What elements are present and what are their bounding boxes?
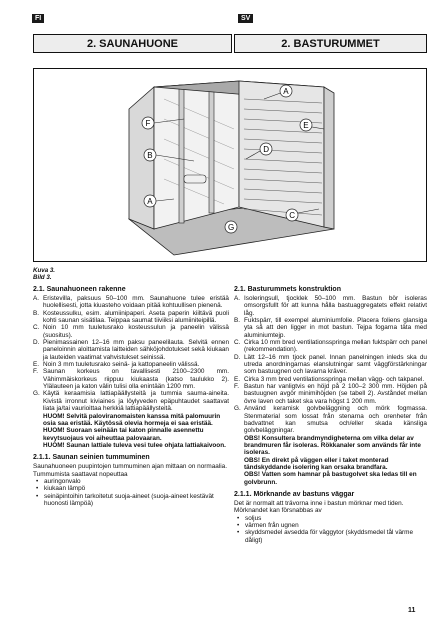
lang-tag-fi: FI	[32, 14, 44, 23]
caption-fi: Kuva 3.	[33, 267, 56, 274]
section-title-sv: 2. BASTURUMMET	[234, 34, 427, 53]
lang-tag-sv: SV	[238, 14, 253, 23]
sauna-drawing	[34, 69, 426, 261]
sauna-construction-figure	[33, 68, 427, 262]
paragraph-fi-darkening: Saunahuoneen puupintojen tummuminen ajan mittaan on normaalia. Tummumista saattavat nopeuttaa	[33, 463, 227, 478]
label-a-top: A	[283, 87, 289, 96]
label-d: D	[263, 145, 269, 154]
label-g: G	[228, 223, 235, 232]
caption-sv: Bild 3.	[33, 274, 52, 281]
warning-fi-2: HUOM! Suoraan seinään tai katon pinnalle asennettu kevytsuojaus voi aiheuttaa palovaaran.	[43, 427, 204, 442]
list-item: F. Bastun har vanligtvis en höjd på 2 100–2 300 mm. Höjden på bastuugnen avgör minimihöjden (se tabell 2). Avståndet mellan övre laven och taket ska vara högst 1 200 mm.	[234, 383, 427, 405]
heading-sv-2-1: 2.1. Basturummets konstruktion	[234, 286, 341, 293]
warning-fi-1: HUOM! Selvitä paloviranomaisten kanssa mitä palomuurin osia saa eristää. Käytössä olevia hormeja ei saa eristää.	[43, 412, 221, 427]
bullet-item: • kiukaan lämpö	[36, 485, 86, 493]
foil-roll	[184, 175, 206, 183]
list-item: G. Käytä keraamisia lattiapäällysteitä ja tummia sauma-aineita. Kivistä irronnut kiviaines ja löylyveden epäpuhtaudet saattavat liata ja/tai vaurioittaa herkkiä lattiapäällysteitä.	[33, 390, 229, 413]
list-item: F. Saunan korkeus on tavallisesti 2100–2300 mm. Vähimmäiskorkeus riippuu kiukaasta (katso taulukko 2). Ylälauteen ja katon välin tulisi olla enintään 1200 mm.	[33, 368, 229, 391]
label-c: C	[289, 211, 295, 220]
panel-wall	[239, 81, 324, 227]
label-e: E	[303, 121, 309, 130]
bullet-item: • auringonvalo	[36, 477, 81, 485]
bullet-item: • värmen från ugnen	[237, 521, 299, 529]
list-item: E. Cirka 3 mm bred ventilationsspringa mellan vägg- och takpanel.	[234, 375, 425, 383]
list-item: D. Pienimassainen 12–16 mm paksu paneelilauta. Selvitä ennen paneloinnin aloittamista laitteiden sähköjohdotukset sekä kiukaan ja lauteiden vaatimat vahvistukset seinissä.	[33, 339, 229, 361]
list-item: C. Noin 10 mm tuuletusrako kosteussulun ja paneelin välissä (suositus).	[33, 324, 229, 339]
bullet-item: • seinäpintoihin tarkoitetut suoja-aineet (suoja-aineet kestävät huonosti lämpöä)	[36, 492, 214, 507]
column-finnish	[33, 286, 229, 507]
label-b: B	[147, 151, 153, 160]
list-item: B. Kosteussulku, esim. alumiinipaperi. Aseta paperin kiiltävä puoli kohti saunan sisätilaa. Teippaa saumat tiiviiksi alumiiniteipillä.	[33, 309, 229, 325]
back-wall	[154, 81, 239, 229]
warning-sv-2: OBS! En direkt på väggen eller i taket monterad tändskyddande isolering kan orsaka brandfara.	[244, 456, 389, 471]
heading-fi-2-1-1: 2.1.1. Saunan seinien tummuminen	[33, 454, 150, 462]
warning-sv-1: OBS! Konsultera brandmyndigheterna om vilka delar av brandmuren får isoleras. Rökkanaler som används får inte isoleras.	[244, 434, 421, 457]
list-item: A. Eristevilla, paksuus 50–100 mm. Saunahuone tulee eristää huolellisesti, jotta kiuasteho voidaan pitää kohtuullisen pienenä.	[33, 295, 229, 310]
column-swedish	[234, 286, 427, 544]
list-item: B. Fuktspärr, till exempel aluminiumfolie. Placera foliens glansiga yta så att den ligger in mot bastun. Tejpa fogarna täta med aluminiumtejp.	[234, 317, 427, 339]
bullet-item: • skyddsmedel avsedda för väggytor (skyddsmedel tål värme dåligt)	[237, 529, 414, 544]
heading-sv-2-1-1: 2.1.1. Mörknande av bastuns väggar	[234, 490, 355, 498]
right-wall-edge	[324, 87, 334, 229]
list-item: D. Lätt 12–16 mm tjock panel. Innan panelningen inleds ska du utreda anordningarnas elanslutningar samt väggförstärkningar som bastuugnen och lavarna kräver.	[234, 353, 427, 376]
list-item: C. Cirka 10 mm bred ventilationsspringa mellan fuktspärr och panel (rekommendation).	[234, 339, 427, 354]
bullet-item: • soljus	[237, 514, 262, 522]
label-a-left: A	[147, 197, 153, 206]
page-number: 11	[408, 607, 416, 614]
paragraph-sv-darkening: Det är normalt att trävorna inne i bastun mörknar med tiden. Mörknandet kan försnabbas av	[234, 499, 404, 515]
heading-fi-2-1: 2.1. Saunahuoneen rakenne	[33, 286, 126, 293]
list-item: E. Noin 3 mm tuuletusrako seinä- ja kattopaneelin välissä.	[33, 361, 200, 369]
figure-caption	[33, 267, 55, 281]
warning-fi-3: HUOM! Saunan lattiale tuleva vesi tulee ohjata lattiakaivoon.	[43, 441, 226, 449]
list-item: A. Isoleringsull, tjocklek 50–100 mm. Bastun bör isoleras omsorgsfullt för att kunna hålla bastuaggregatets effekt relativt låg.	[234, 295, 427, 317]
warning-sv-3: OBS! Vatten som hamnar på bastugolvet ska ledas till en golvbrunn.	[244, 471, 417, 486]
section-title-fi: 2. SAUNAHUONE	[33, 34, 232, 53]
label-f: F	[145, 119, 151, 128]
list-item: G. Använd keramisk golvbeläggning och mörk fogmassa. Stenmaterial som lossat från stenarna och orenheter från badvattnet kan smutsa och/eller skada känsliga golvbeläggningar.	[234, 405, 427, 435]
